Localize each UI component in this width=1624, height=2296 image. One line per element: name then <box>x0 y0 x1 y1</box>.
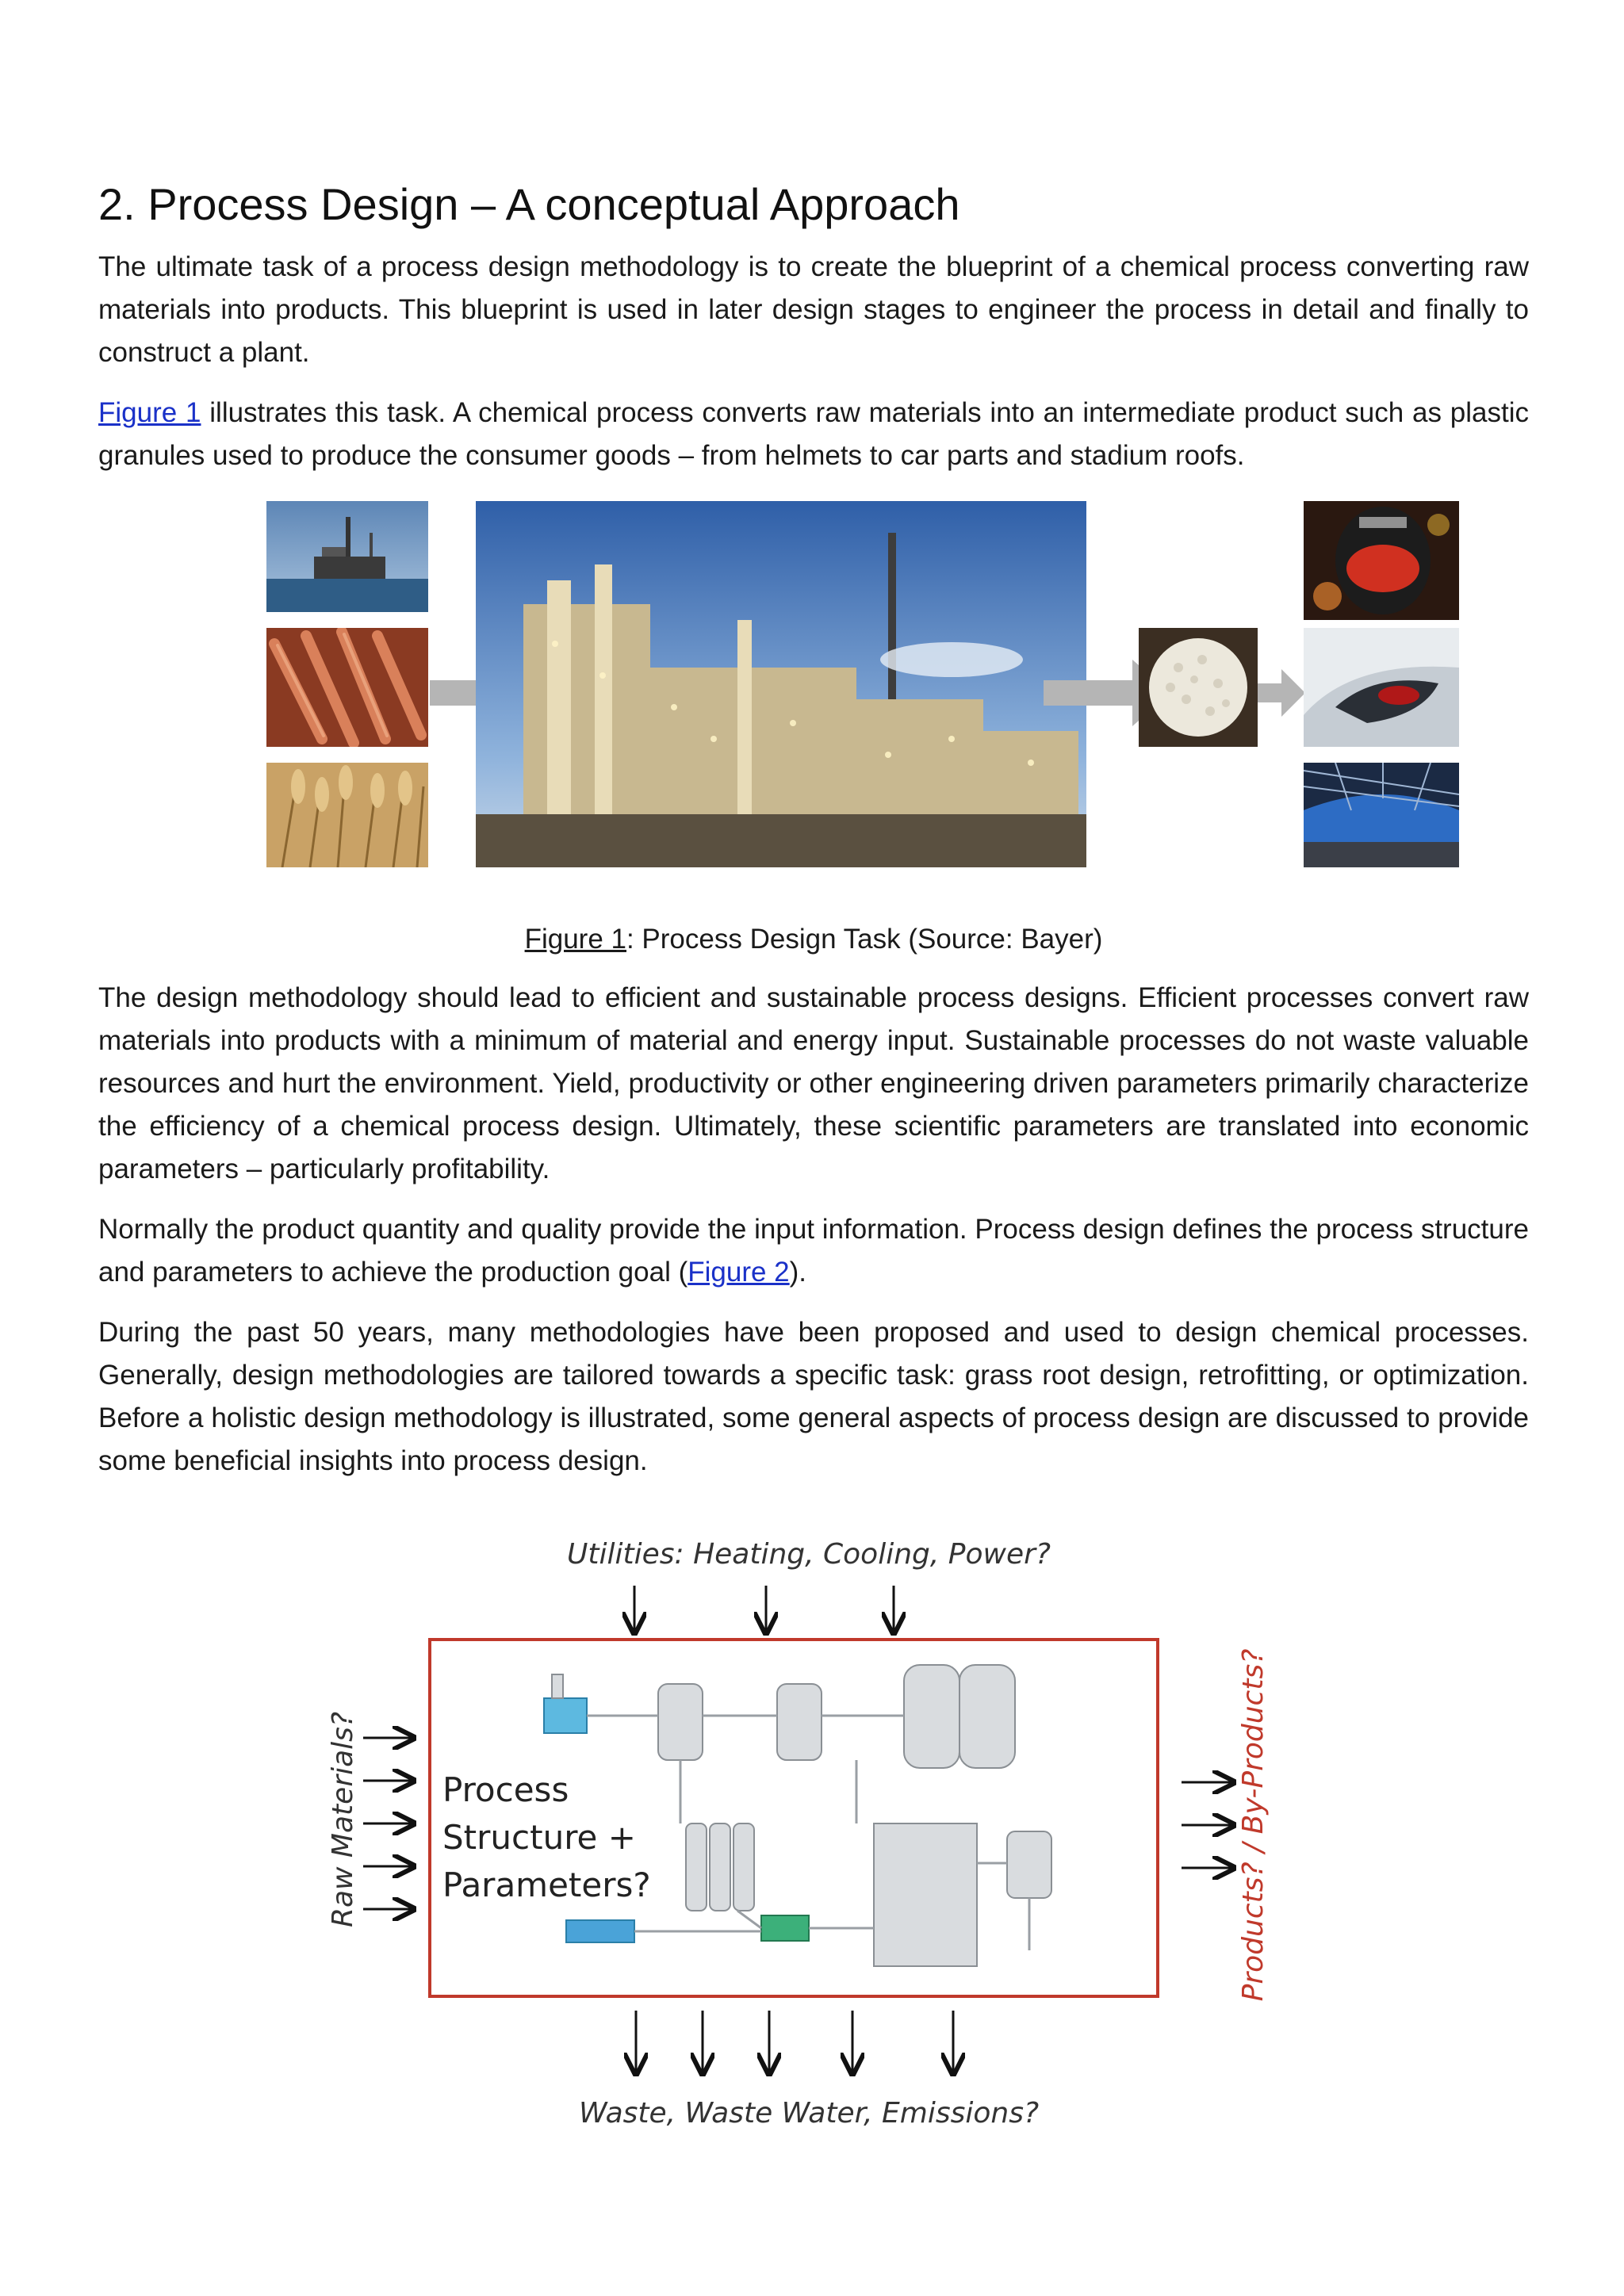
arrow-right-icon <box>1258 669 1305 717</box>
chemical-plant-photo <box>476 501 1086 867</box>
products-label: Products? / By-Products? <box>1237 1648 1270 2002</box>
copper-photo <box>266 628 428 747</box>
paragraph-figure1-ref <box>98 392 1529 477</box>
paragraph-figure2-ref <box>98 1208 1529 1294</box>
offshore-platform-photo <box>266 501 428 612</box>
figure1-link[interactable]: Figure 1 <box>98 397 201 428</box>
utilities-label: Utilities: Heating, Cooling, Power? <box>567 1538 1051 1571</box>
paragraph-figure1-text: illustrates this task. A chemical process converts raw materials into an intermediate product such as plastic granules used to produce the consumer goods – from helmets to car parts and stadium roofs. <box>98 397 1529 471</box>
waste-label: Waste, Waste Water, Emissions? <box>578 2097 1040 2130</box>
paragraph-figure2-text: Normally the product quantity and quality provide the input information. Process design defines the process structure and parameters to achieve the production goal ( <box>98 1214 1529 1288</box>
figure1-caption-text: : Process Design Task (Source: Bayer) <box>626 924 1103 955</box>
stadium-roof-photo <box>1304 763 1459 867</box>
paragraph-methodologies: During the past 50 years, many methodologies have been proposed and used to design chemical processes. Generally, design methodologies are tailored towards a specific task: grass root design, retrofitting, or optimization. Before a holistic design methodology is illustrated, some general aspects of process design are discussed to provide some beneficial insights into process design. <box>98 1317 1529 1476</box>
paragraph-intro: The ultimate task of a process design methodology is to create the blueprint of a chemical process converting raw materials into products. This blueprint is used in later design stages to engineer the process in detail and finally to construct a plant. <box>98 251 1529 368</box>
figure1-caption <box>98 918 1529 961</box>
figure2-diagram <box>293 1506 1324 2141</box>
process-label-line1: Process <box>442 1770 569 1809</box>
process-label-line2: Structure + <box>442 1818 636 1857</box>
figure1-image <box>98 501 1529 890</box>
document-page <box>98 176 1529 1500</box>
helmet-photo <box>1304 501 1459 620</box>
plastic-granules-photo <box>1139 628 1258 747</box>
raw-materials-label: Raw Materials? <box>327 1711 359 1928</box>
section-heading: 2. Process Design – A conceptual Approach <box>98 179 960 229</box>
paragraph-efficiency: The design methodology should lead to efficient and sustainable process designs. Efficient processes convert raw materials into products with a minimum of material and energy input. Sustainable processes do not waste valuable resources and hurt the environment. Yield, productivity or other engineering driven parameters primarily characterize the efficiency of a chemical process design. Ultimately, these scientific parameters are translated into economic parameters – particularly profitability. <box>98 982 1529 1184</box>
process-label-line3: Parameters? <box>442 1866 651 1904</box>
paragraph-figure2-close: ). <box>789 1257 807 1288</box>
figure2-link[interactable]: Figure 2 <box>688 1257 790 1288</box>
wheat-photo <box>266 763 428 867</box>
figure1-caption-ref: Figure 1 <box>524 924 626 955</box>
car-part-photo <box>1304 628 1459 747</box>
